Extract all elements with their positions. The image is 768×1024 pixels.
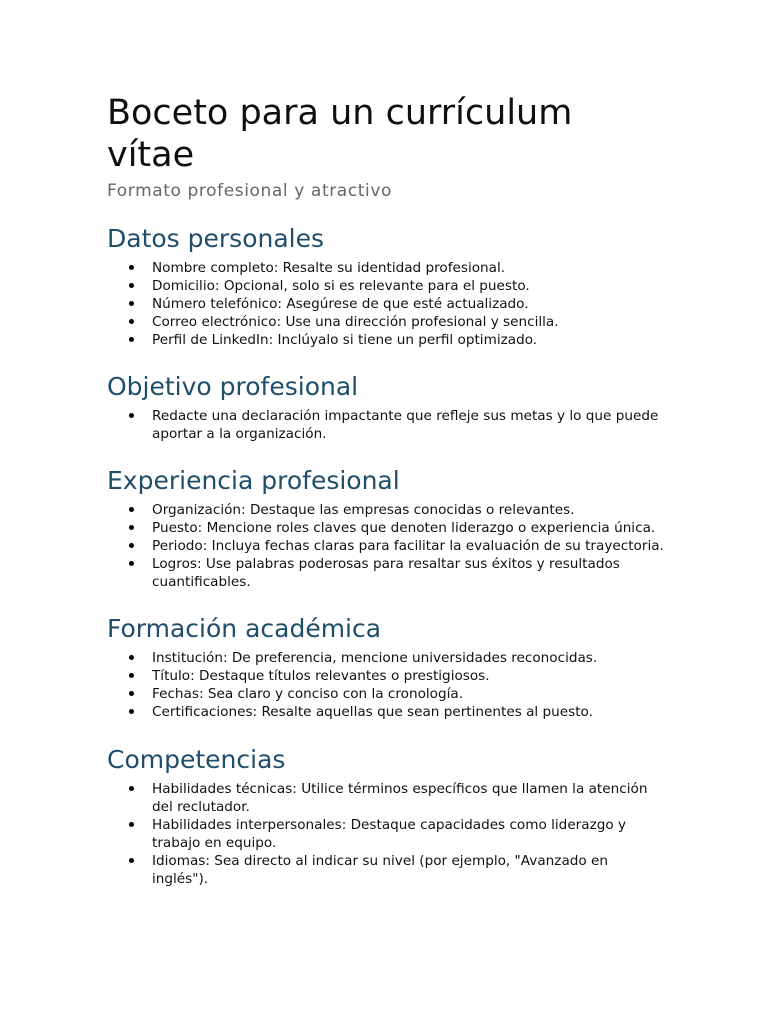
section-experiencia-profesional <box>107 465 667 591</box>
list-item: Certificaciones: Resalte aquellas que sean pertinentes al puesto. <box>152 703 667 721</box>
list-item: Redacte una declaración impactante que refleje sus metas y lo que puede aportar a la organización. <box>152 407 667 443</box>
bullet-list <box>107 407 667 443</box>
section-heading: Objetivo profesional <box>107 372 359 401</box>
list-item: Número telefónico: Asegúrese de que esté actualizado. <box>152 295 667 313</box>
section-objetivo-profesional <box>107 371 667 443</box>
list-item: Fechas: Sea claro y conciso con la cronología. <box>152 685 667 703</box>
list-item: Nombre completo: Resalte su identidad profesional. <box>152 259 667 277</box>
bullet-list <box>107 780 667 888</box>
section-datos-personales <box>107 223 667 349</box>
list-item: Institución: De preferencia, mencione universidades reconocidas. <box>152 649 667 667</box>
section-heading: Experiencia profesional <box>107 466 400 495</box>
list-item: Perfil de LinkedIn: Inclúyalo si tiene un perfil optimizado. <box>152 331 667 349</box>
section-competencias <box>107 744 667 888</box>
section-heading: Datos personales <box>107 224 325 253</box>
list-item: Idiomas: Sea directo al indicar su nivel (por ejemplo, "Avanzado en inglés"). <box>152 852 667 888</box>
section-heading: Competencias <box>107 745 286 774</box>
bullet-list <box>107 501 667 591</box>
document-page <box>107 92 667 888</box>
list-item: Logros: Use palabras poderosas para resaltar sus éxitos y resultados cuantificables. <box>152 555 667 591</box>
list-item: Habilidades interpersonales: Destaque capacidades como liderazgo y trabajo en equipo. <box>152 816 667 852</box>
bullet-list <box>107 649 667 721</box>
list-item: Periodo: Incluya fechas claras para facilitar la evaluación de su trayectoria. <box>152 537 667 555</box>
page-title: Boceto para un currículum vítae <box>107 93 573 175</box>
section-heading: Formación académica <box>107 614 382 643</box>
page-subtitle: Formato profesional y atractivo <box>107 181 393 201</box>
section-formacion-academica <box>107 613 667 721</box>
list-item: Domicilio: Opcional, solo si es relevante para el puesto. <box>152 277 667 295</box>
list-item: Habilidades técnicas: Utilice términos específicos que llamen la atención del reclutador. <box>152 780 667 816</box>
bullet-list <box>107 259 667 349</box>
list-item: Correo electrónico: Use una dirección profesional y sencilla. <box>152 313 667 331</box>
list-item: Título: Destaque títulos relevantes o prestigiosos. <box>152 667 667 685</box>
list-item: Organización: Destaque las empresas conocidas o relevantes. <box>152 501 667 519</box>
list-item: Puesto: Mencione roles claves que denoten liderazgo o experiencia única. <box>152 519 667 537</box>
